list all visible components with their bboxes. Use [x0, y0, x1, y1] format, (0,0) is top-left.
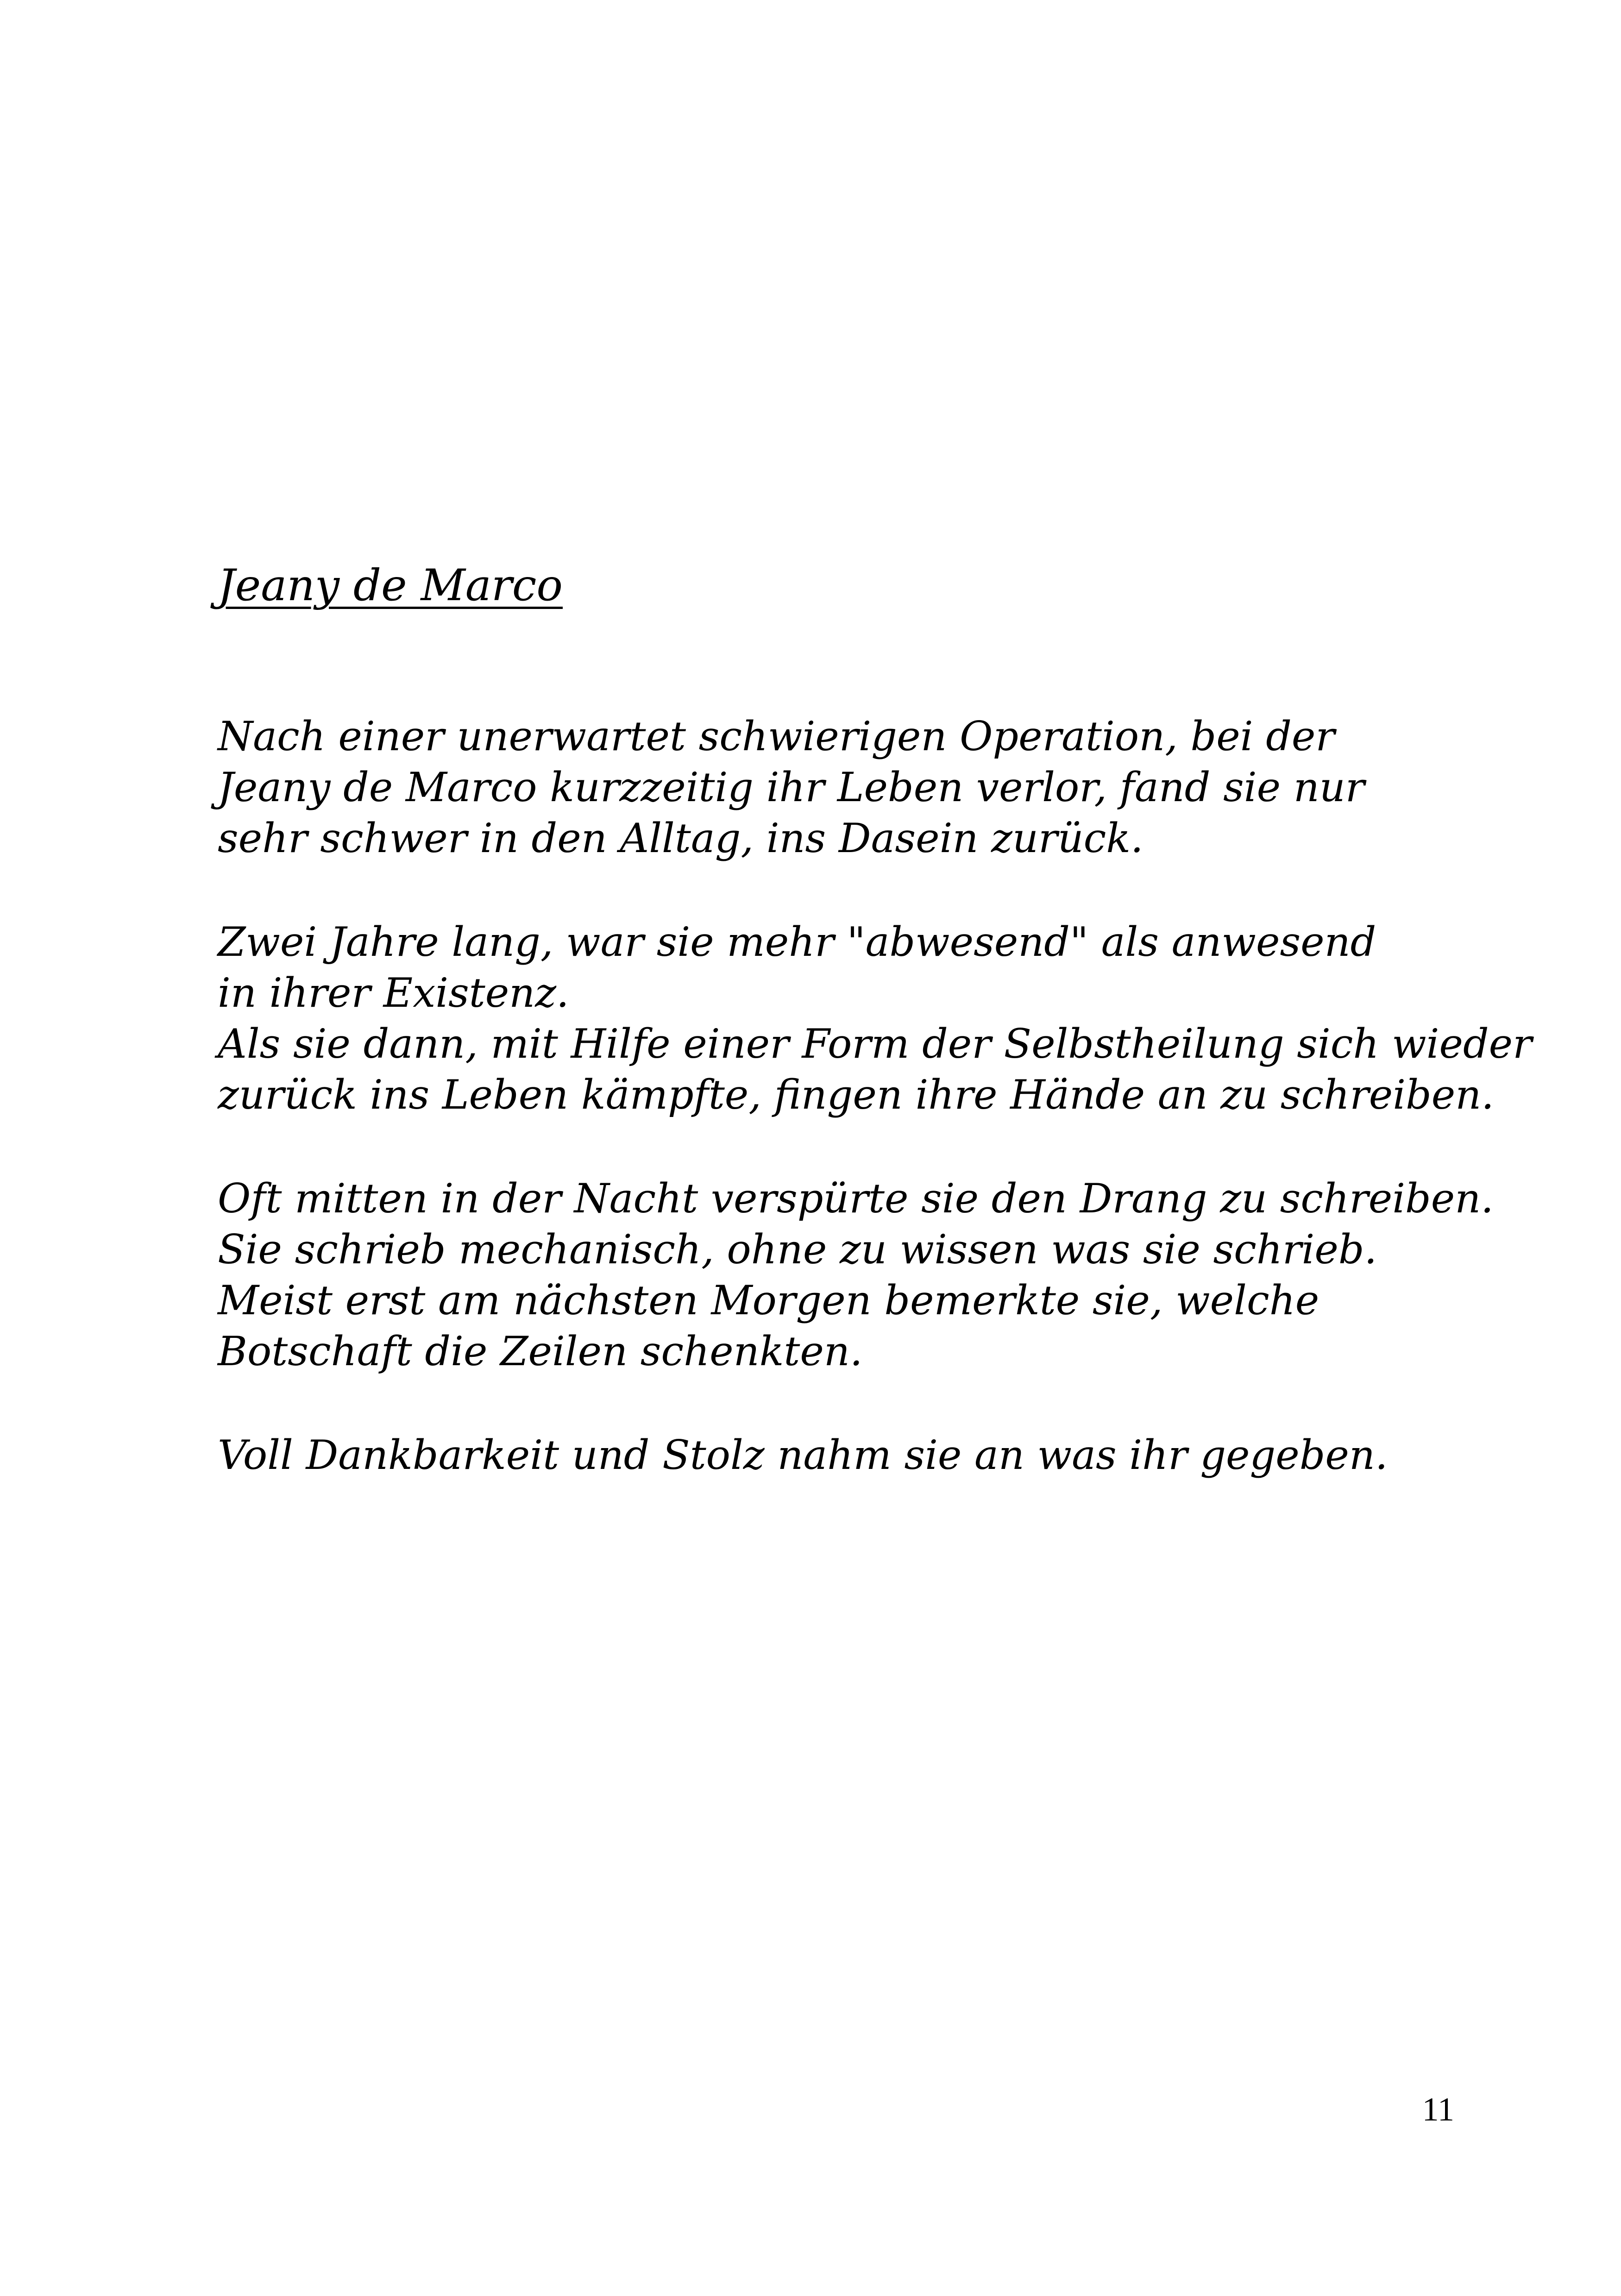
text-line: Nach einer unerwartet schwierigen Operation, bei der — [218, 713, 1335, 760]
text-line: in ihrer Existenz. — [218, 969, 569, 1016]
text-line: Oft mitten in der Nacht verspürte sie den Drang zu schreiben. — [218, 1175, 1494, 1222]
text-line: sehr schwer in den Alltag, ins Dasein zurück. — [218, 815, 1143, 862]
text-line: Botschaft die Zeilen schenkten. — [218, 1328, 863, 1375]
text-line: zurück ins Leben kämpfte, fingen ihre Hände an zu schreiben. — [218, 1071, 1494, 1118]
paragraph — [218, 916, 1532, 1120]
text-line: Voll Dankbarkeit und Stolz nahm sie an was ihr gegeben. — [218, 1431, 1388, 1479]
body-text — [218, 711, 1532, 1533]
paragraph — [218, 1430, 1468, 1480]
text-line: Als sie dann, mit Hilfe einer Form der Selbstheilung sich wieder — [218, 1020, 1532, 1067]
text-line: Sie schrieb mechanisch, ohne zu wissen was sie schrieb. — [218, 1226, 1377, 1273]
page-title: Jeany de Marco — [218, 560, 563, 611]
page-number: 11 — [1422, 2091, 1454, 2128]
text-line: Jeany de Marco kurzzeitig ihr Leben verlor, fand sie nur — [218, 764, 1365, 811]
text-line: Zwei Jahre lang, war sie mehr "abwesend" als anwesend — [218, 918, 1376, 966]
paragraph — [218, 711, 1468, 864]
paragraph — [218, 1173, 1494, 1377]
text-line: Meist erst am nächsten Morgen bemerkte sie, welche — [218, 1277, 1319, 1324]
